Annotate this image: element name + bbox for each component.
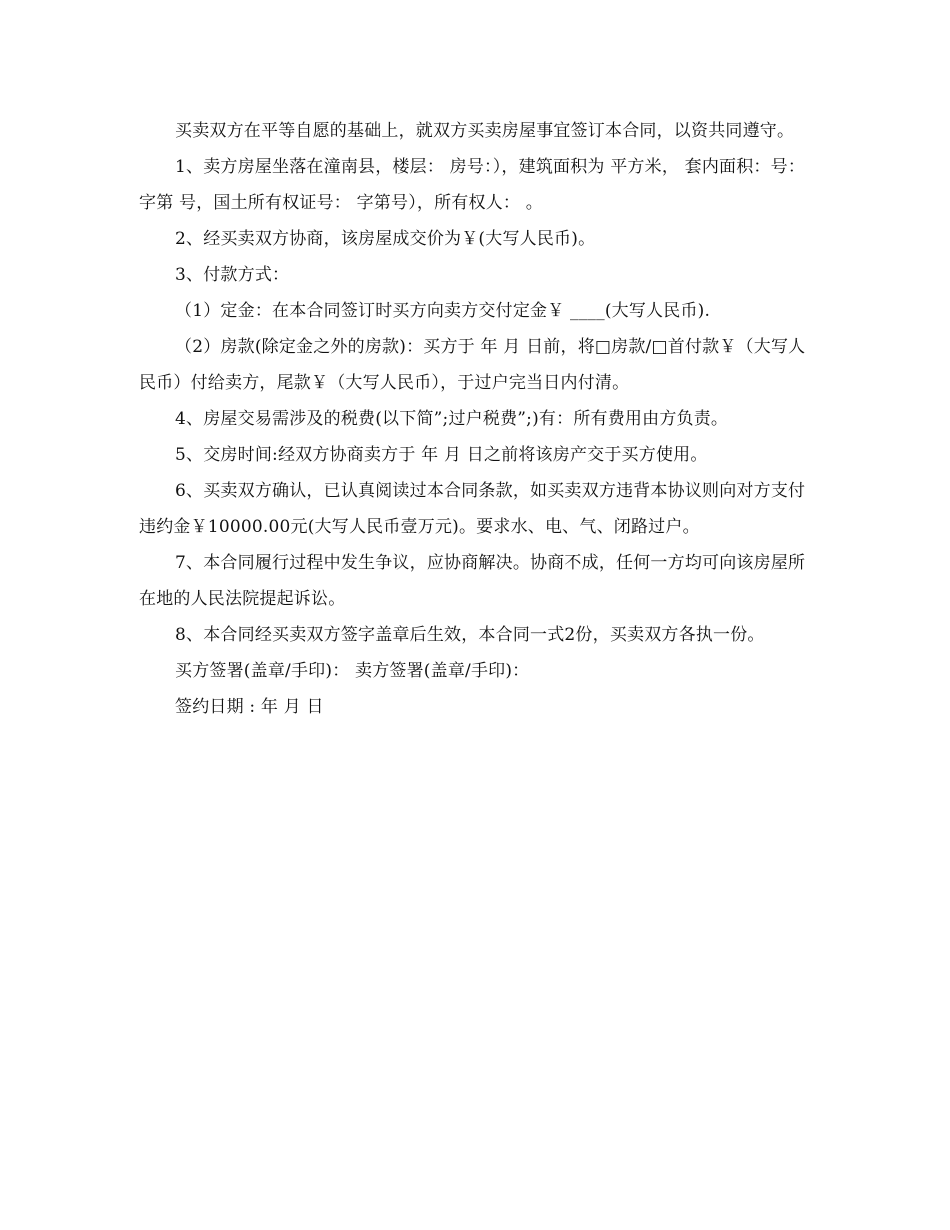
- clause-8-effect: 8、本合同经买卖双方签字盖章后生效，本合同一式2份，买卖双方各执一份。: [175, 625, 765, 645]
- clause-6-breach: 6、买卖双方确认，已认真阅读过本合同条款，如买卖双方违背本协议则向对方支付违约金￥10000.00元(大写人民币壹万元)。要求水、电、气、闭路过户。: [139, 481, 806, 537]
- signing-date-line: 签约日期 : 年 月 日: [175, 697, 324, 717]
- contract-body: [139, 113, 814, 725]
- clause-7-dispute: 7、本合同履行过程中发生争议，应协商解决。协商不成，任何一方均可向该房屋所在地的人民法院提起诉讼。: [139, 553, 806, 609]
- clause-3-1-deposit: （1）定金：在本合同签订时买方向卖方交付定金￥ ____(大写人民币).: [175, 301, 711, 321]
- intro-paragraph: 买卖双方在平等自愿的基础上，就双方买卖房屋事宜签订本合同，以资共同遵守。: [175, 121, 795, 141]
- clause-1-property-location: 1、卖方房屋坐落在潼南县，楼层： 房号：），建筑面积为 平方米， 套内面积：号： 字第 号，国土所有权证号： 字第号），所有权人： 。: [139, 157, 806, 213]
- clause-4-taxes: 4、房屋交易需涉及的税费(以下简”;过户税费”;)有：所有费用由方负责。: [175, 409, 729, 429]
- signature-line: 买方签署(盖章/手印)： 卖方签署(盖章/手印)：: [175, 661, 530, 681]
- clause-3-2-payment: （2）房款(除定金之外的房款)：买方于 年 月 日前，将□房款/□首付款￥（大写人民币）付给卖方，尾款￥（大写人民币），于过户完当日内付清。: [139, 337, 806, 393]
- clause-3-payment-method: 3、付款方式：: [175, 265, 290, 285]
- clause-2-price: 2、经买卖双方协商，该房屋成交价为￥(大写人民币)。: [175, 229, 596, 249]
- clause-5-handover: 5、交房时间:经双方协商卖方于 年 月 日之前将该房产交于买方使用。: [175, 445, 708, 465]
